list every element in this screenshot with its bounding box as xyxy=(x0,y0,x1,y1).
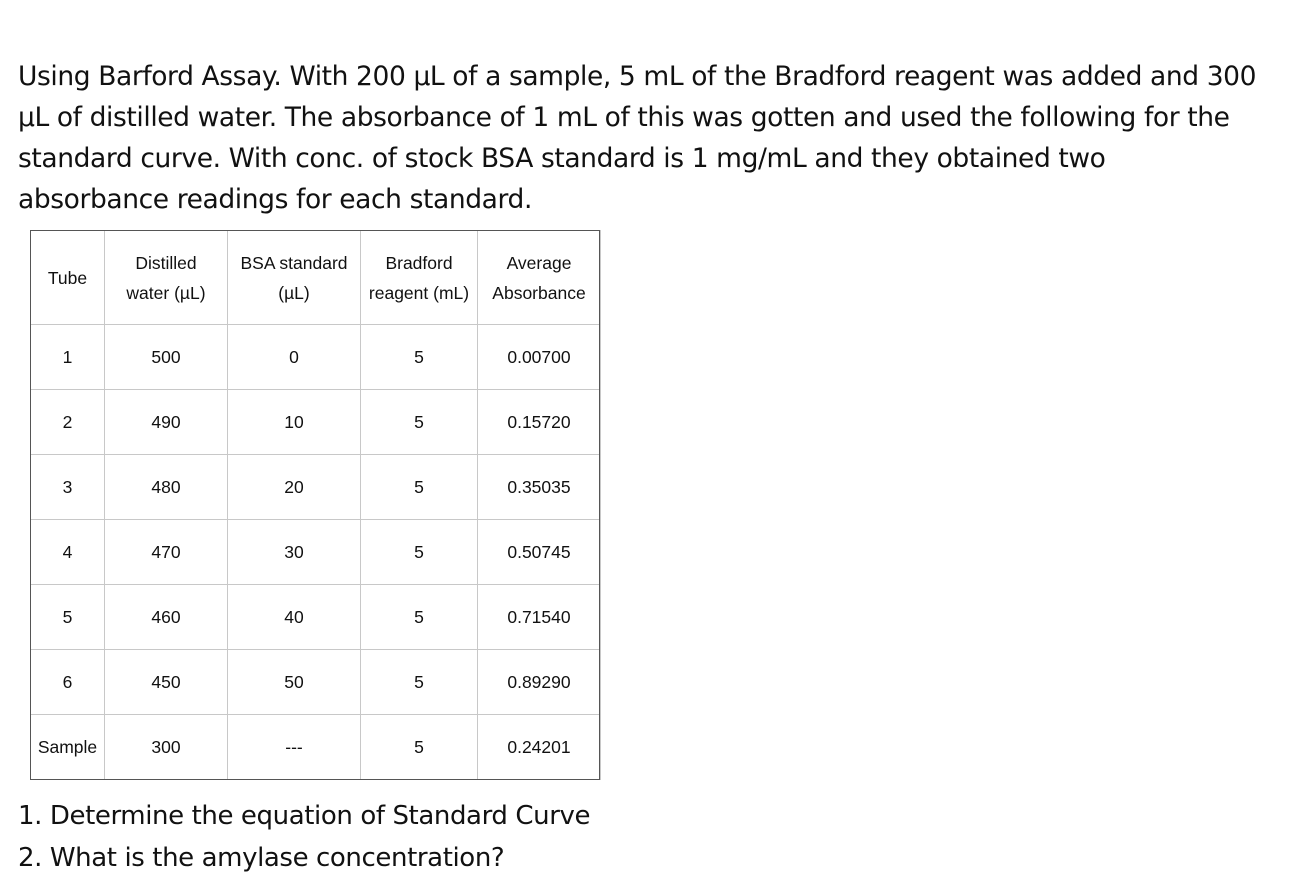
standard-curve-table xyxy=(30,230,601,780)
table-row xyxy=(31,585,601,650)
cell-distilled-water: 300 xyxy=(105,715,228,780)
cell-average-absorbance: 0.15720 xyxy=(478,390,601,455)
cell-distilled-water: 480 xyxy=(105,455,228,520)
cell-distilled-water: 450 xyxy=(105,650,228,715)
cell-bsa-standard: 50 xyxy=(228,650,361,715)
cell-tube: 6 xyxy=(31,650,105,715)
cell-distilled-water: 490 xyxy=(105,390,228,455)
cell-average-absorbance: 0.50745 xyxy=(478,520,601,585)
cell-distilled-water: 460 xyxy=(105,585,228,650)
header-distilled-water: Distilled water (µL) xyxy=(105,231,228,325)
cell-tube: 5 xyxy=(31,585,105,650)
cell-bradford-reagent: 5 xyxy=(361,715,478,780)
cell-bsa-standard: 40 xyxy=(228,585,361,650)
cell-bsa-standard: 10 xyxy=(228,390,361,455)
cell-distilled-water: 470 xyxy=(105,520,228,585)
table-row-sample xyxy=(31,715,601,780)
header-tube: Tube xyxy=(31,231,105,325)
table-row xyxy=(31,325,601,390)
table-row xyxy=(31,520,601,585)
table-row xyxy=(31,455,601,520)
table-header-row xyxy=(31,231,601,325)
cell-bradford-reagent: 5 xyxy=(361,325,478,390)
cell-bradford-reagent: 5 xyxy=(361,650,478,715)
cell-bsa-standard: 0 xyxy=(228,325,361,390)
cell-bsa-standard: --- xyxy=(228,715,361,780)
cell-distilled-water: 500 xyxy=(105,325,228,390)
header-bsa-standard: BSA standard (µL) xyxy=(228,231,361,325)
cell-tube: 4 xyxy=(31,520,105,585)
cell-average-absorbance: 0.00700 xyxy=(478,325,601,390)
statement-line: Using Barford Assay. With 200 µL of a sample, 5 mL of the Bradford reagent was added and 300 xyxy=(18,61,1257,92)
header-bradford-reagent: Bradford reagent (mL) xyxy=(361,231,478,325)
statement-line: µL of distilled water. The absorbance of 1 mL of this was gotten and used the following for the xyxy=(18,102,1230,133)
question-list xyxy=(18,795,590,879)
statement-line: absorbance readings for each standard. xyxy=(18,184,532,215)
cell-average-absorbance: 0.24201 xyxy=(478,715,601,780)
cell-tube: 1 xyxy=(31,325,105,390)
question-2: 2. What is the amylase concentration? xyxy=(18,843,505,873)
cell-tube: 2 xyxy=(31,390,105,455)
cell-bsa-standard: 20 xyxy=(228,455,361,520)
cell-tube: 3 xyxy=(31,455,105,520)
cell-bsa-standard: 30 xyxy=(228,520,361,585)
statement-line: standard curve. With conc. of stock BSA standard is 1 mg/mL and they obtained two xyxy=(18,143,1106,174)
cell-tube: Sample xyxy=(31,715,105,780)
header-average-absorbance: Average Absorbance xyxy=(478,231,601,325)
cell-bradford-reagent: 5 xyxy=(361,390,478,455)
cell-average-absorbance: 0.35035 xyxy=(478,455,601,520)
cell-bradford-reagent: 5 xyxy=(361,520,478,585)
cell-bradford-reagent: 5 xyxy=(361,585,478,650)
question-1: 1. Determine the equation of Standard Curve xyxy=(18,801,591,831)
problem-statement xyxy=(18,56,1302,220)
cell-average-absorbance: 0.71540 xyxy=(478,585,601,650)
cell-bradford-reagent: 5 xyxy=(361,455,478,520)
cell-average-absorbance: 0.89290 xyxy=(478,650,601,715)
table-row xyxy=(31,390,601,455)
table-row xyxy=(31,650,601,715)
